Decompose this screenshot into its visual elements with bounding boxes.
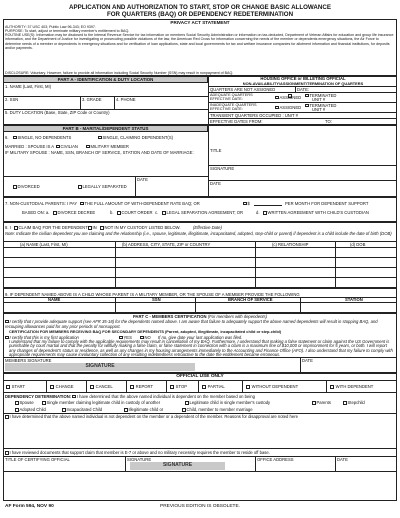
routine-uses-text: ROUTINE USE(S): Information may be disclosed to the Internal Revenue Service for tax information on members Social Security Administration or information on tax-deducted, Department of Veteran Affairs for education and group life insurance information, and the Department of Justice for investigating or prosecuting possible violations of the law, the American Red Cross for information concerning the needs of the member or dependents emergency situations, the Air Force to determine needs of a member or dependents in emergency situations and for verification of loan applications, state and local governments for tax and welfare insurance companies for allotment information and financial institutions, for deposits and/or payments. (5, 33, 394, 50)
action-row (3, 380, 397, 392)
support-checkbox[interactable]: $ (243, 201, 250, 206)
adequate-terminated[interactable]: TERMINATED (305, 93, 336, 98)
full-amount-checkbox[interactable]: THE FULL AMOUNT OF WITH-DEPENDENT RATE BAQ; OR (80, 201, 200, 206)
purpose-text: PURPOSE: To start, adjust or terminate military member's entitlement to BAQ. (5, 28, 130, 33)
det-illegit[interactable]: Illegitimate child or (124, 407, 163, 412)
item7-c: c. (155, 210, 159, 215)
dependent-dob-header: (d) DOB (350, 241, 366, 247)
housing-header: HOUSING OFFICE or BILLETING OFFICIAL (260, 76, 346, 81)
status-number: 6. (5, 134, 9, 140)
det-child-member[interactable]: Child, member to member marriage (182, 407, 253, 412)
det-adopted[interactable]: Adopted Child (15, 407, 46, 412)
written-agreement-checkbox[interactable]: WRITTEN AGREEMENT WITH CHILD'S CUSTODIAN (263, 210, 383, 215)
form-number: AF Form 594, NOV 90 (5, 504, 54, 509)
duty-location-label: 5. DUTY LOCATION (Base, State, ZIP Code or Country) (5, 109, 110, 115)
dependent-address-header: (b) ADDRESS, CITY, STATE, ZIP or COUNTRY (122, 241, 211, 247)
official-signature-label: SIGNATURE (127, 457, 152, 462)
members-signature-label: MEMBERS SIGNATURE (5, 357, 52, 363)
claim-baq-checkbox[interactable]: CLAIM BAQ FOR THE DEPENDENT (14, 225, 88, 230)
ssn-label: 2. SSN (5, 96, 19, 102)
quarters-date-label: DATE: (297, 86, 310, 92)
action-without-dependent[interactable]: WITHOUT DEPENDENT (243, 380, 327, 392)
housing-title-label: TITLE (210, 148, 222, 153)
official-signature-field[interactable]: SIGNATURE (130, 462, 225, 470)
adequate-unit: UNIT # (312, 97, 326, 102)
action-partial[interactable]: PARTIAL (199, 380, 243, 392)
item8-number: 8. I (5, 225, 11, 230)
det-not-dependent[interactable]: I have determined that the above named individual is not dependent on the member or a dependent of the member. Reasons for disapproval are noted here (5, 414, 393, 419)
official-use-header: OFFICIAL USE ONLY (176, 374, 224, 379)
married-label: MARRIED : SPOUSE IS A (5, 143, 55, 149)
inadequate-assigned[interactable]: ASSIGNED (275, 105, 301, 110)
part-c-header: PART C - MEMBERS CERTIFICATION (For members with dependents) (132, 313, 268, 319)
form-title-line2: FOR QUARTERS (BAQ) OR DEPENDENCY REDETERMINATION (106, 11, 294, 18)
name-field[interactable] (5, 89, 205, 95)
per-month-label: PER MONTH FOR DEPENDENT SUPPORT (285, 200, 369, 206)
authority-text: AUTHORITY: 37 USC 403; Public Law 96-343; EO 9397. (5, 24, 96, 29)
name-label: 1. NAME (Last, First, MI) (5, 83, 52, 89)
based-on-label: BASED ON: a. (22, 210, 50, 215)
members-signature-field[interactable]: SIGNATURE (5, 363, 195, 371)
civilian-checkbox[interactable]: CIVILIAN (56, 144, 78, 149)
military-spouse-info: IF MILITARY SPOUSE : NAME, SSN, BRANCH OF SERVICE, STATION AND DATE OF MARRIAGE: (5, 150, 194, 155)
cert-adequate-support[interactable]: I certify that I provide adequate support (see AFR 35-18) for the dependents named above. I am aware that failure to adequately support the above named dependents will result in stopping BAQ, and recouping allowances paid for any prior periods of nonsupport. (5, 318, 378, 329)
effective-dates-from: EFFECTIVE DATES FROM: (210, 119, 263, 124)
quarters-not-assigned: QUARTERS ARE NOT ASSIGNED (210, 86, 276, 92)
legal-separation-checkbox[interactable]: LEGAL SEPARATION AGREEMENT; OR (162, 210, 243, 215)
transient-quarters-label: TRANSIENT QUARTERS OCCUPIED : UNIT # (210, 112, 298, 118)
action-cancel[interactable]: CANCEL (87, 380, 127, 392)
non-custodial-label: 7. NON-CUSTODIAL PARENTS: I PAY (5, 200, 78, 206)
action-stop[interactable]: STOP (167, 380, 199, 392)
single-no-dependents[interactable]: SINGLE, NO DEPENDENTS (13, 135, 71, 140)
det-reviewed-documents[interactable]: I have reviewed documents that support claim that member is E-7 or above and no military necessity requires the member to reside off base. (5, 450, 270, 455)
action-report[interactable]: REPORT (127, 380, 167, 392)
divorced-checkbox[interactable]: DIVORCED (13, 184, 40, 189)
dependent-name-header: (a) NAME (Last, First, MI) (20, 241, 68, 247)
det-parents[interactable]: Parents (312, 400, 331, 405)
effective-date-note: (Effective Date) (193, 225, 222, 230)
divorce-decree-checkbox[interactable]: DIVORCE DECREE (53, 210, 95, 215)
det-spouse[interactable]: Spouse (15, 400, 34, 405)
not-in-custody-checkbox[interactable]: NOT IN MY CUSTODY LISTED BELOW. (100, 225, 181, 230)
military-member-checkbox[interactable]: MILITARY MEMBER (86, 144, 129, 149)
last-application-note: If no, give date your last application was filed. (158, 334, 243, 340)
item7-d: d. (256, 210, 260, 215)
item7-b: b. (110, 210, 114, 215)
adequate-assigned[interactable]: ASSIGNED (275, 95, 301, 100)
det-legit-claiming[interactable]: Single member claiming legitimate child in custody of another (42, 400, 160, 405)
item9-branch-header: BRANCH OF SERVICE (228, 297, 273, 302)
inadequate-quarters-label: INADEQUATE QUARTERS EFFECTIVE DATE: (210, 102, 257, 111)
form-title-line1: APPLICATION AND AUTHORIZATION TO START, STOP OR CHANGE BASIC ALLOWANCE (69, 4, 331, 11)
privacy-act-header: PRIVACY ACT STATEMENT (170, 19, 230, 25)
inadequate-terminated[interactable]: TERMINATED (305, 103, 336, 108)
adequate-quarters-label: ADEQUATE QUARTERS EFFECTIVE DATE: (210, 92, 253, 101)
first-app-yes[interactable]: YES (119, 335, 132, 340)
housing-signature-label: SIGNATURE (210, 166, 235, 171)
official-date-label: DATE (337, 457, 348, 462)
cert-understand: I understand that my failure to comply with the applicable requirements may result in cancellation of my BAQ. Furthermore, I understand that making a false statement or claim against the US Government is punishable by court martial and that the penalty for willfully making a false claim, or false statement in connection with a claim is a maximum fine of $10,000 or imprisonment for 5 years, or both. I will report any changes of dependent's status or residence, as well as any changes in my housing arrangements immediately to the Accounting and Finance Office (AFO). I also understand that my failure to comply with appropriate requirements may cause involuntary collection of any resulting indebtedness retroactive to the date the entitlement became erroneous. (9, 339, 393, 358)
housing-date-label: DATE (210, 181, 221, 186)
item8-note: Note: Indicate the civilian dependent you are claiming and the relationship (i.e., spouse, legitimate, illegitimate, incapacitated, adopted, step-child or parent) if dependent is a child include the date of birth (DOB) (5, 230, 392, 236)
phone-label: 4. PHONE (116, 96, 136, 102)
office-address-label: OFFICE ADDRESS (257, 457, 294, 462)
effective-dates-to: TO: (325, 119, 332, 124)
members-date-label: DATE (302, 357, 313, 363)
action-with-dependent[interactable]: WITH DEPENDENT (327, 380, 397, 392)
part-a-header: PART A - IDENTIFICATION & DUTY LOCATION (3, 76, 208, 83)
certifying-title-label: TITLE OF CERTIFYING OFFICIAL (5, 457, 70, 462)
legally-separated-checkbox[interactable]: LEGALLY SEPARATED (78, 184, 127, 189)
dependency-determination: DEPENDENCY DETERMINATION: I have determined that the above named individual is dependent on the member based on being (5, 393, 255, 399)
inadequate-unit: UNIT # (312, 107, 326, 112)
cert-secondary-dependents: CERTIFICATION FOR MEMBERS RECEIVING BAQ FOR SECONDARY DEPENDENTS (Parent, adopted, illegitimate, incapacitated child or step-child) (9, 329, 282, 334)
item9-label: 9. IF DEPENDENT NAMED ABOVE IS A CHILD WHOSE PARENT IS A MILITARY MEMBER, OR THE SPOUSE OF A MEMBER PROVIDE THE FOLLOWING (5, 292, 300, 297)
first-app-no[interactable]: NO (140, 335, 151, 340)
dependent-relationship-header: (c) RELATIONSHIP (272, 241, 309, 247)
item9-name-header: NAME (48, 297, 61, 302)
det-legit-custody[interactable]: Legitimate child in single member's custody (185, 400, 270, 405)
single-claiming-dependents[interactable]: SINGLE, CLAIMING DEPENDENT(S) (98, 135, 173, 140)
det-incapacitated[interactable]: Incapacitated Child (62, 407, 102, 412)
part-b-date-label: DATE (137, 177, 148, 182)
det-stepchild[interactable]: Stepchild (343, 400, 365, 405)
disclosure-text: DISCLOSURE: Voluntary. However, failure to provide all information including Social Security Number (SSN) may result in nonpayment of BAQ. (5, 70, 234, 75)
court-order-checkbox[interactable]: COURT ORDER (117, 210, 153, 215)
item9-station-header: STATION (345, 297, 363, 302)
action-start[interactable]: START (3, 380, 47, 392)
obsolete-note: PREVIOUS EDITION IS OBSOLETE. (160, 504, 240, 509)
item9-ssn-header: SSN (152, 297, 161, 302)
action-change[interactable]: CHANGE (47, 380, 87, 392)
in-custody-checkbox[interactable]: IN (88, 225, 97, 230)
grade-label: 3. GRADE (82, 96, 102, 102)
housing-subheader: NON-AVAILABILITY/ASSIGNMENT/TERMINATION OF QUARTERS (242, 80, 364, 86)
part-b-header: PART B - MARITAL/DEPENDENT STATUS (3, 125, 208, 132)
cert-first-application: I certify that this is my first application (5, 335, 79, 340)
